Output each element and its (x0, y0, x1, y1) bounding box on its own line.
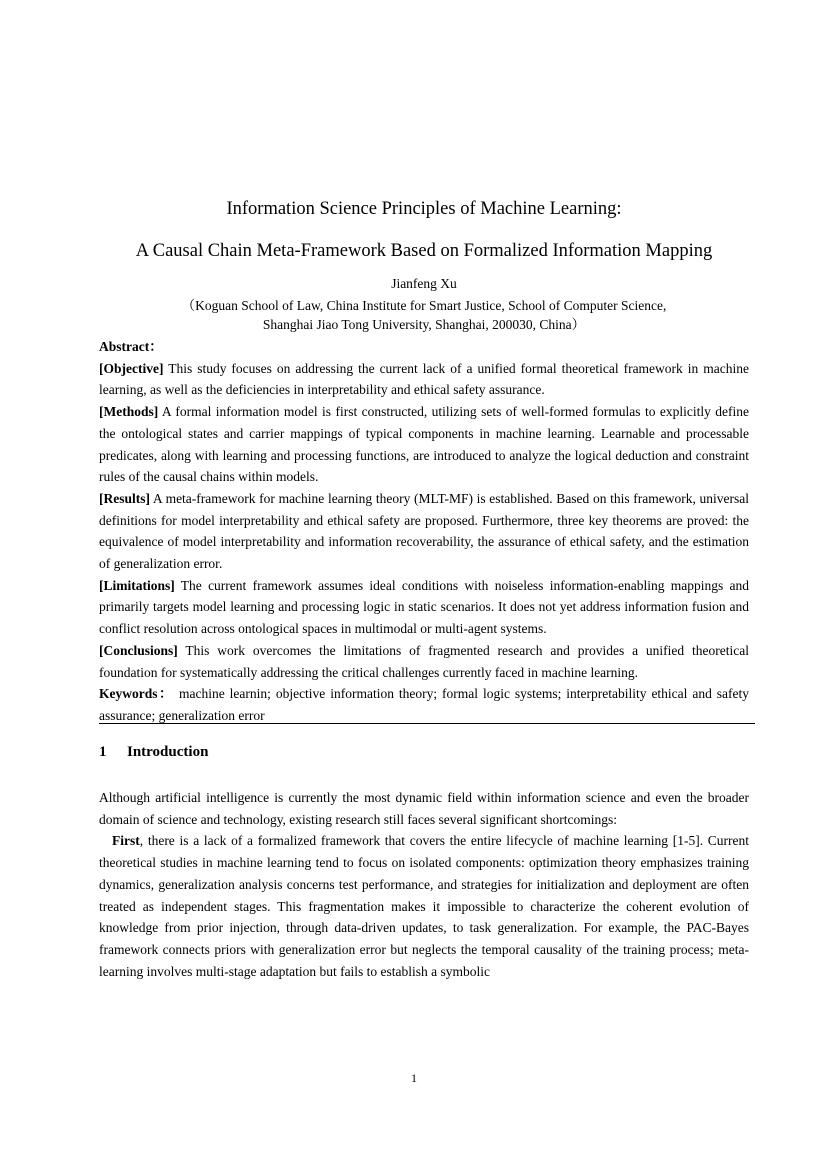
author-name: Jianfeng Xu (391, 276, 457, 291)
paper-title-line-1: Information Science Principles of Machine Learning: (226, 199, 622, 219)
abstract-methods (99, 401, 749, 488)
results-label: [Results] (99, 490, 150, 506)
abstract-limitations (99, 575, 749, 640)
methods-label: [Methods] (99, 404, 159, 420)
section-title: Introduction (127, 744, 209, 760)
abstract-block (99, 336, 749, 727)
keywords-label: Keywords： (99, 686, 175, 702)
section-heading-introduction (99, 744, 208, 761)
page-number: 1 (411, 1071, 417, 1085)
paper-title-line-2: A Causal Chain Meta-Framework Based on Formalized Information Mapping (135, 241, 713, 261)
abstract-results (99, 488, 749, 575)
affiliation-line-2: Shanghai Jiao Tong University, Shanghai, 200030, China） (262, 317, 586, 332)
limitations-text: The current framework assumes ideal conditions with noiseless information-enabling mappings and primarily targets model learning and processing logic in static scenarios. It does not yet address information fusion and conflict resolution across ontological spaces in multimodal or multi-agent systems. (99, 577, 749, 637)
abstract-heading: Abstract： (99, 339, 163, 354)
introduction-body (99, 787, 749, 982)
intro-paragraph-1: Although artificial intelligence is currently the most dynamic field within information science and even the broader domain of science and technology, existing research still faces several significant shortcomings: (99, 790, 749, 827)
conclusions-label: [Conclusions] (99, 642, 178, 658)
keywords-text: machine learnin; objective information theory; formal logic systems; interpretability ethical and safety assurance; generalization error (99, 686, 749, 723)
conclusions-text: This work overcomes the limitations of fragmented research and provides a unified theoretical foundation for systematically addressing the critical challenges currently faced in machine learning. (99, 642, 749, 680)
limitations-label: [Limitations] (99, 577, 175, 593)
keywords (99, 683, 749, 726)
author-affiliation (60, 296, 788, 334)
results-text: A meta-framework for machine learning theory (MLT-MF) is established. Based on this framework, universal definitions for model interpretability and ethical safety are proposed. Furthermore, three key theorems are proved: the equivalence of model interpretability and information recoverability, the assurance of ethical safety, and the estimation of generalization error. (99, 490, 749, 572)
intro-paragraph-2-lead: First (112, 833, 140, 849)
abstract-divider (99, 723, 755, 724)
intro-paragraph-2 (99, 830, 749, 982)
section-number: 1 (99, 744, 107, 760)
objective-text: This study focuses on addressing the current lack of a unified formal theoretical framework in machine learning, as well as the deficiencies in interpretability and ethical safety assurance. (99, 360, 749, 398)
methods-text: A formal information model is first constructed, utilizing sets of well-formed formulas to explicitly define the ontological states and carrier mappings of typical components in machine learning. Learnable and processable predicates, along with learning and processing functions, are introduced to analyze the logical deduction and constraint rules of the causal chains within models. (99, 404, 749, 485)
intro-paragraph-2-text: , there is a lack of a formalized framework that covers the entire lifecycle of machine learning [1-5]. Current theoretical studies in machine learning tend to focus on isolated components: optimization theory emphasizes training dynamics, generalization analysis concerns test performance, and strategies for initialization and deployment are often treated as independent stages. This fragmentation makes it impossible to characterize the coherent evolution of knowledge from prior injection, through data-driven updates, to task generalization. For example, the PAC-Bayes framework connects priors with generalization error but neglects the temporal causality of the training process; meta-learning involves multi-stage adaptation but fails to establish a symbolic (99, 833, 749, 979)
abstract-objective (99, 358, 749, 401)
affiliation-line-1: （Koguan School of Law, China Institute for Smart Justice, School of Computer Science, (181, 298, 667, 313)
objective-label: [Objective] (99, 360, 164, 376)
abstract-conclusions (99, 640, 749, 683)
